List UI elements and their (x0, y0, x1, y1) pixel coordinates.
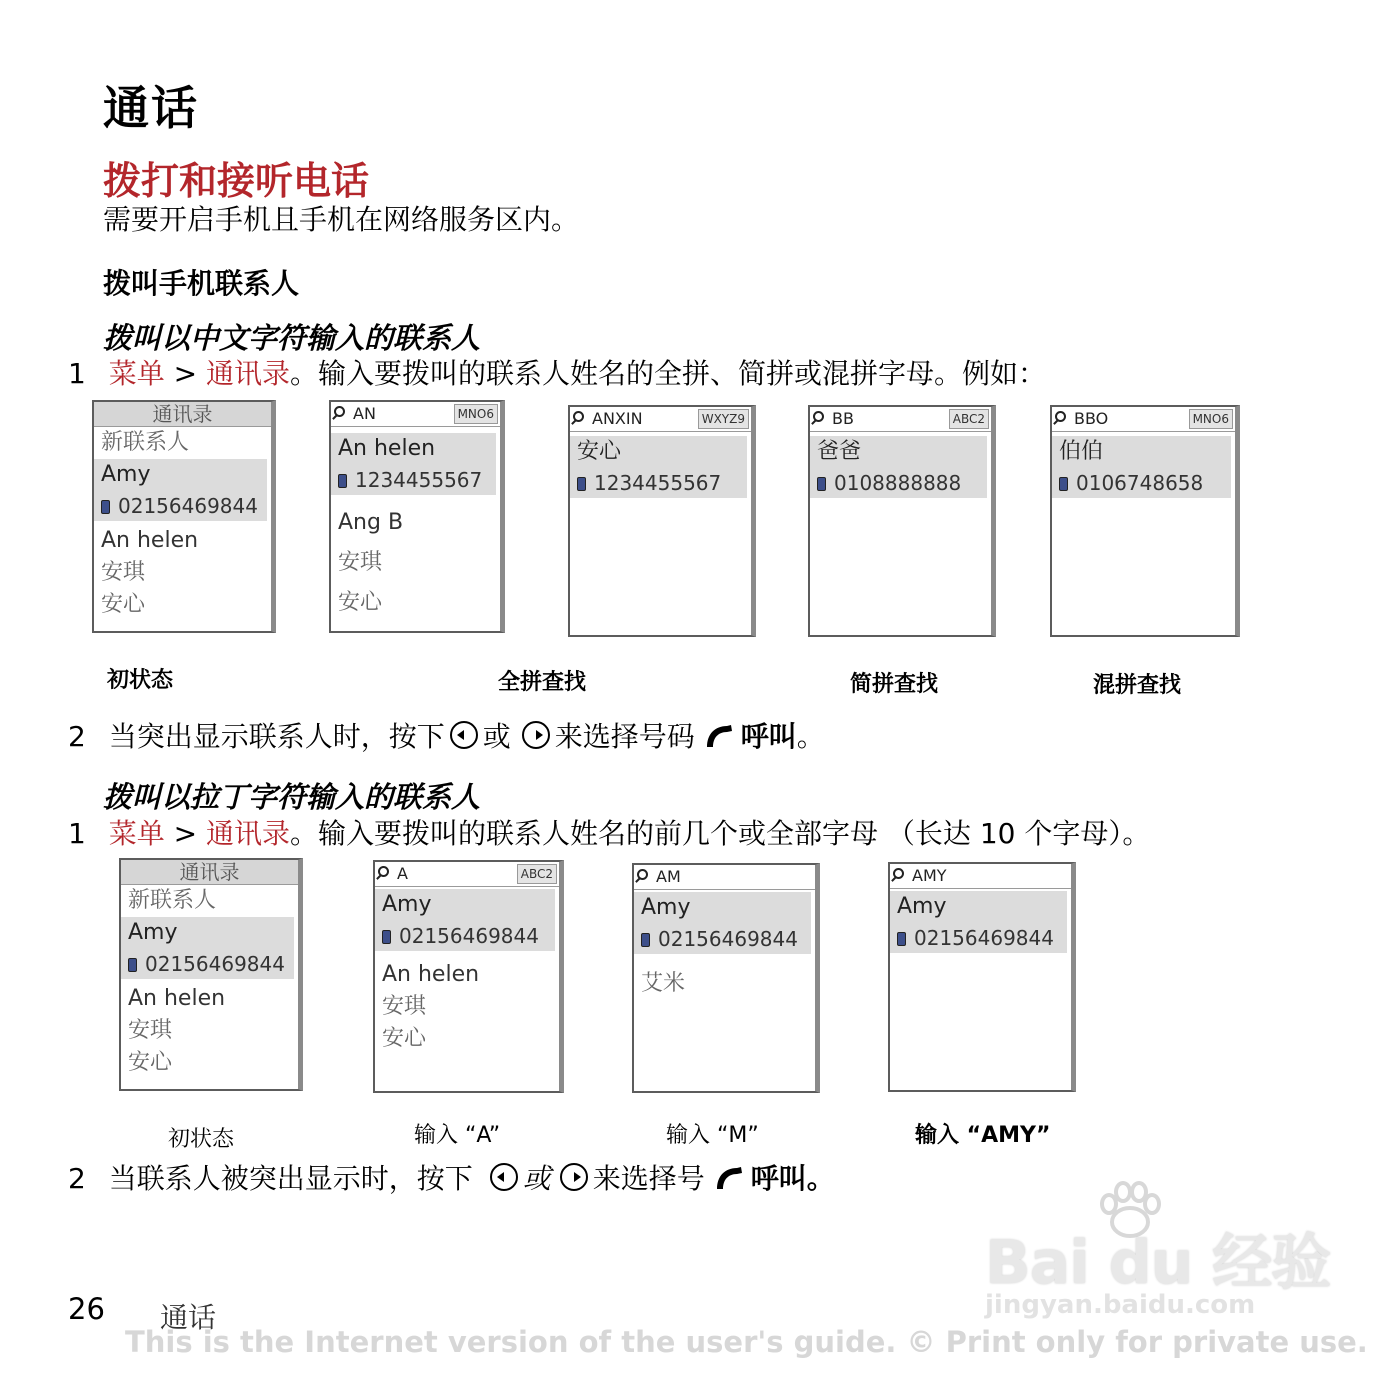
highlighted-contact[interactable] (810, 436, 987, 498)
search-query: BBO (1074, 409, 1109, 428)
call-handset-icon (713, 1162, 747, 1192)
list-item[interactable]: 安琪 (382, 994, 427, 1019)
step-text: 。输入要拨叫的联系人姓名的前几个或全部字母 （长达 10 个字母）。 (290, 817, 1151, 850)
page-number: 26 (68, 1292, 105, 1326)
contact-number: 02156469844 (118, 494, 258, 518)
step-text: 。输入要拨叫的联系人姓名的全拼、简拼或混拼字母。例如： (290, 357, 1047, 390)
highlighted-contact[interactable] (94, 459, 267, 521)
phone-screen-full-pinyin (329, 400, 505, 633)
mobile-phone-icon (897, 932, 906, 946)
contact-number-row (570, 468, 747, 498)
watermark-url: jingyan.baidu.com (985, 1290, 1256, 1320)
step-number: 1 (68, 817, 86, 850)
or-text: 或 (522, 1162, 551, 1195)
menu-link[interactable]: 菜单 (108, 817, 165, 850)
mobile-phone-icon (577, 477, 586, 491)
input-mode-badge: MNO6 (1189, 409, 1233, 429)
intro-text: 需要开启手机且手机在网络服务区内。 (103, 203, 580, 236)
section-title: 拨打和接听电话 (103, 159, 370, 203)
highlighted-contact[interactable] (890, 891, 1067, 953)
step-number: 2 (68, 720, 86, 753)
list-item[interactable]: 安心 (382, 1026, 427, 1051)
search-query: ANXIN (592, 409, 643, 428)
contact-name: Amy (641, 895, 691, 920)
or-text: 或 (482, 720, 511, 753)
list-item[interactable]: 新联系人 (128, 888, 217, 913)
subsection-title: 拨叫手机联系人 (103, 267, 300, 300)
highlighted-contact[interactable] (121, 917, 294, 979)
step-number: 2 (68, 1162, 86, 1195)
caption: 输入 “AMY” (915, 1123, 1051, 1148)
call-handset-icon (703, 720, 737, 750)
step-text: 当突出显示联系人时，按下 (108, 720, 445, 753)
contact-name: Amy (382, 892, 432, 917)
list-item[interactable]: 艾米 (641, 971, 686, 996)
list-item[interactable]: 安心 (101, 592, 146, 617)
search-bar[interactable] (634, 865, 815, 890)
mobile-phone-icon (382, 930, 391, 944)
contact-number: 02156469844 (399, 924, 539, 948)
contact-number-row (890, 923, 1067, 953)
caption: 混拼查找 (1093, 673, 1182, 698)
page-title: 通话 (103, 81, 199, 135)
screen-title: 通讯录 (121, 860, 298, 885)
caption: 全拼查找 (498, 670, 587, 695)
contact-number-row (331, 465, 496, 495)
contact-name: Amy (897, 894, 947, 919)
call-label: 呼叫 (740, 720, 797, 753)
contact-number: 0108888888 (834, 471, 962, 495)
phone-screen-initials (808, 405, 996, 637)
search-bar[interactable] (375, 862, 559, 887)
input-mode-badge: ABC2 (949, 409, 989, 429)
highlighted-contact[interactable] (331, 433, 496, 495)
mobile-phone-icon (817, 477, 826, 491)
caption: 初状态 (168, 1127, 235, 1152)
contact-number-row (810, 468, 987, 498)
contact-name: Amy (101, 462, 151, 487)
separator: > (164, 357, 207, 390)
magnifier-icon (893, 868, 904, 879)
nav-right-icon (559, 1162, 589, 1192)
phone-screen-input-m (632, 863, 820, 1093)
footer-notice: This is the Internet version of the user's guide. © Print only for private use. (125, 1325, 1368, 1359)
phone-screen-input-a (373, 860, 564, 1093)
mobile-phone-icon (338, 474, 347, 488)
caption: 简拼查找 (850, 672, 939, 697)
input-mode-badge: ABC2 (517, 864, 557, 884)
highlighted-contact[interactable] (634, 892, 811, 954)
phonebook-link[interactable]: 通讯录 (206, 817, 291, 850)
input-mode-badge: MNO6 (454, 404, 498, 424)
contact-number: 02156469844 (914, 926, 1054, 950)
phone-screen-initial-latin (119, 858, 303, 1091)
contact-name: 伯伯 (1059, 439, 1104, 464)
period: 。 (796, 720, 825, 753)
list-item[interactable]: 安心 (338, 590, 383, 615)
latin-step1 (68, 812, 1150, 852)
mobile-phone-icon (641, 933, 650, 947)
search-query: A (397, 864, 408, 883)
cn-heading: 拨叫以中文字符输入的联系人 (103, 321, 481, 355)
search-query: AMY (912, 866, 947, 885)
nav-left-icon (449, 720, 479, 750)
search-bar[interactable] (331, 402, 500, 427)
step-text: 当联系人被突出显示时，按下 (108, 1162, 473, 1195)
caption: 输入 “M” (666, 1123, 759, 1148)
nav-right-icon (521, 720, 551, 750)
cn-step1 (68, 352, 1046, 392)
list-item[interactable]: An helen (101, 528, 199, 553)
contact-number: 1234455567 (594, 471, 722, 495)
search-query: AN (353, 404, 376, 423)
search-bar[interactable] (890, 864, 1071, 889)
list-item[interactable]: An helen (382, 962, 480, 987)
phone-screen-full-pinyin-2 (568, 405, 756, 637)
list-item[interactable]: Ang B (338, 510, 404, 535)
page-section-label: 通话 (160, 1301, 217, 1334)
watermark-brand: Bai du 经验 (985, 1228, 1331, 1298)
search-query: BB (832, 409, 854, 428)
caption: 输入 “A” (414, 1123, 501, 1148)
contact-name: 安心 (577, 439, 622, 464)
search-bar[interactable] (810, 407, 991, 432)
call-label: 呼叫。 (750, 1162, 835, 1195)
separator: > (164, 817, 207, 850)
cn-step2 (68, 715, 825, 755)
magnifier-icon (334, 406, 345, 417)
latin-heading: 拨叫以拉丁字符输入的联系人 (103, 780, 481, 814)
screen-title: 通讯录 (94, 402, 271, 427)
caption: 初状态 (107, 668, 174, 693)
contact-number: 0106748658 (1076, 471, 1204, 495)
phone-screen-initial (92, 400, 276, 633)
step-text: 来选择号码 (554, 720, 695, 753)
contact-name: Amy (128, 920, 178, 945)
contact-number-row (121, 949, 294, 979)
magnifier-icon (1055, 411, 1066, 422)
search-query: AM (656, 867, 681, 886)
list-item[interactable]: 安琪 (101, 560, 146, 585)
highlighted-contact[interactable] (375, 889, 555, 951)
mobile-phone-icon (1059, 477, 1068, 491)
magnifier-icon (378, 866, 389, 877)
magnifier-icon (637, 869, 648, 880)
list-item[interactable]: An helen (128, 986, 226, 1011)
list-item[interactable]: 安琪 (338, 550, 383, 575)
step-number: 1 (68, 357, 86, 390)
contact-number: 1234455567 (355, 468, 483, 492)
input-mode-badge: WXYZ9 (698, 409, 749, 429)
magnifier-icon (813, 411, 824, 422)
phone-screen-mixed (1050, 405, 1240, 637)
phonebook-link[interactable]: 通讯录 (206, 357, 291, 390)
list-item[interactable]: 新联系人 (101, 430, 190, 455)
step-text: 来选择号 (592, 1162, 705, 1195)
magnifier-icon (573, 411, 584, 422)
highlighted-contact[interactable] (1052, 436, 1231, 498)
highlighted-contact[interactable] (570, 436, 747, 498)
contact-number-row (634, 924, 811, 954)
contact-name: An helen (338, 436, 436, 461)
list-item[interactable]: 安心 (128, 1050, 173, 1075)
search-bar[interactable] (570, 407, 751, 432)
contact-number-row (94, 491, 267, 521)
phone-screen-input-amy (888, 862, 1076, 1092)
contact-number-row (1052, 468, 1231, 498)
contact-number: 02156469844 (658, 927, 798, 951)
search-bar[interactable] (1052, 407, 1235, 432)
mobile-phone-icon (128, 958, 137, 972)
contact-number: 02156469844 (145, 952, 285, 976)
nav-left-icon (489, 1162, 519, 1192)
menu-link[interactable]: 菜单 (108, 357, 165, 390)
latin-step2 (68, 1157, 835, 1197)
contact-number-row (375, 921, 555, 951)
mobile-phone-icon (101, 500, 110, 514)
list-item[interactable]: 安琪 (128, 1018, 173, 1043)
contact-name: 爸爸 (817, 439, 862, 464)
